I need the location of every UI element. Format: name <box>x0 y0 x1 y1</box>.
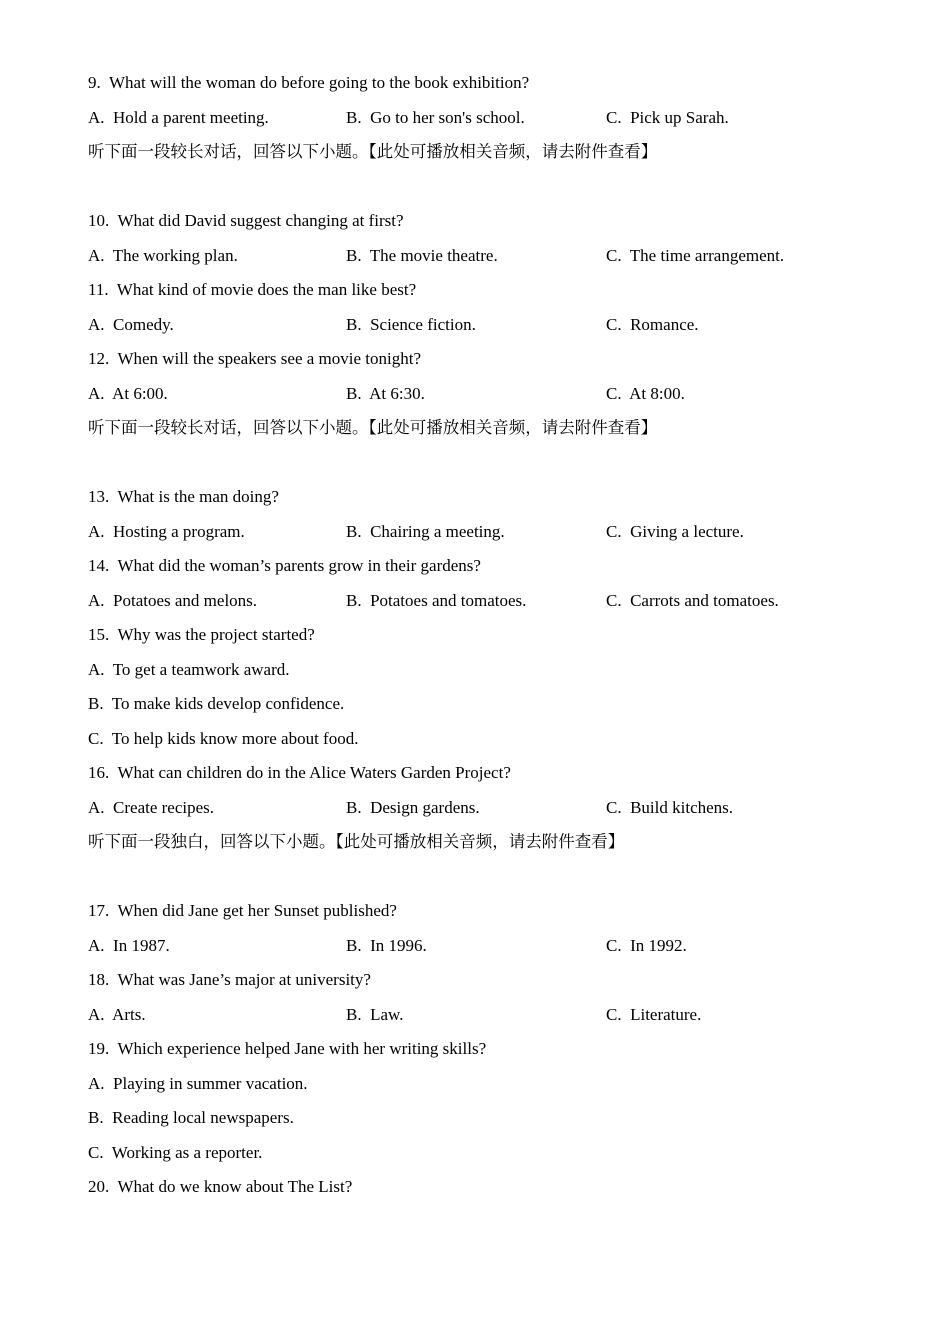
options-row <box>88 998 862 1033</box>
option-line: A. To get a teamwork award. <box>88 659 290 679</box>
option-a: A. The working plan. <box>88 245 238 265</box>
blank-line <box>88 860 862 895</box>
option-line: B. To make kids develop confidence. <box>88 694 345 713</box>
options-row <box>88 377 862 412</box>
options-row <box>88 101 862 136</box>
option-a: A. Hosting a program. <box>88 521 245 541</box>
option-line: C. Working as a reporter. <box>88 1142 263 1162</box>
option-a: A. In 1987. <box>88 935 170 955</box>
blank-line <box>88 446 862 481</box>
question-text: 14. What did the woman’s parents grow in their gardens? <box>88 556 481 575</box>
option-b: B. Design gardens. <box>346 797 480 817</box>
question-text: 18. What was Jane’s major at university? <box>88 970 371 989</box>
option-a: A. Create recipes. <box>88 797 215 817</box>
option-c: C. Literature. <box>606 1004 702 1024</box>
question-text: 13. What is the man doing? <box>88 487 279 506</box>
question-text: 9. What will the woman do before going to the book exhibition? <box>88 73 530 92</box>
options-row <box>88 308 862 343</box>
option-c: C. The time arrangement. <box>606 245 785 265</box>
option-b: B. The movie theatre. <box>346 245 498 265</box>
option-a: A. At 6:00. <box>88 383 168 403</box>
option-c: C. Carrots and tomatoes. <box>606 590 779 610</box>
option-c: C. Pick up Sarah. <box>606 107 729 127</box>
option-c: C. Romance. <box>606 314 699 334</box>
option-c: C. Giving a lecture. <box>606 521 744 541</box>
options-row <box>88 515 862 550</box>
option-c: C. At 8:00. <box>606 383 685 403</box>
option-a: A. Hold a parent meeting. <box>88 107 269 127</box>
options-row <box>88 239 862 274</box>
option-line: A. Playing in summer vacation. <box>88 1073 308 1093</box>
option-line: C. To help kids know more about food. <box>88 728 359 748</box>
option-a: A. Potatoes and melons. <box>88 590 258 610</box>
question-text: 17. When did Jane get her Sunset published? <box>88 901 397 920</box>
option-c: C. Build kitchens. <box>606 797 734 817</box>
options-row <box>88 584 862 619</box>
options-row <box>88 791 862 826</box>
section-instruction: 听下面一段较长对话，回答以下小题。【此处可播放相关音频，请去附件查看】 <box>88 142 658 161</box>
question-text: 12. When will the speakers see a movie tonight? <box>88 349 421 368</box>
question-text: 20. What do we know about The List? <box>88 1177 353 1196</box>
option-b: B. Science fiction. <box>346 314 476 334</box>
option-a: A. Arts. <box>88 1004 146 1024</box>
option-b: B. Law. <box>346 1004 404 1024</box>
option-line: B. Reading local newspapers. <box>88 1108 294 1127</box>
question-text: 15. Why was the project started? <box>88 625 315 644</box>
option-b: B. Go to her son's school. <box>346 107 525 127</box>
option-b: B. Potatoes and tomatoes. <box>346 590 527 610</box>
blank-line <box>88 170 862 205</box>
section-instruction: 听下面一段较长对话，回答以下小题。【此处可播放相关音频，请去附件查看】 <box>88 418 658 437</box>
option-a: A. Comedy. <box>88 314 174 334</box>
question-text: 19. Which experience helped Jane with her writing skills? <box>88 1039 487 1058</box>
question-text: 11. What kind of movie does the man like best? <box>88 280 417 299</box>
options-row <box>88 929 862 964</box>
option-b: B. Chairing a meeting. <box>346 521 505 541</box>
question-text: 16. What can children do in the Alice Waters Garden Project? <box>88 763 511 782</box>
option-b: B. At 6:30. <box>346 383 425 403</box>
section-instruction: 听下面一段独白，回答以下小题。【此处可播放相关音频，请去附件查看】 <box>88 832 625 851</box>
option-b: B. In 1996. <box>346 935 427 955</box>
option-c: C. In 1992. <box>606 935 687 955</box>
question-text: 10. What did David suggest changing at first? <box>88 211 404 230</box>
